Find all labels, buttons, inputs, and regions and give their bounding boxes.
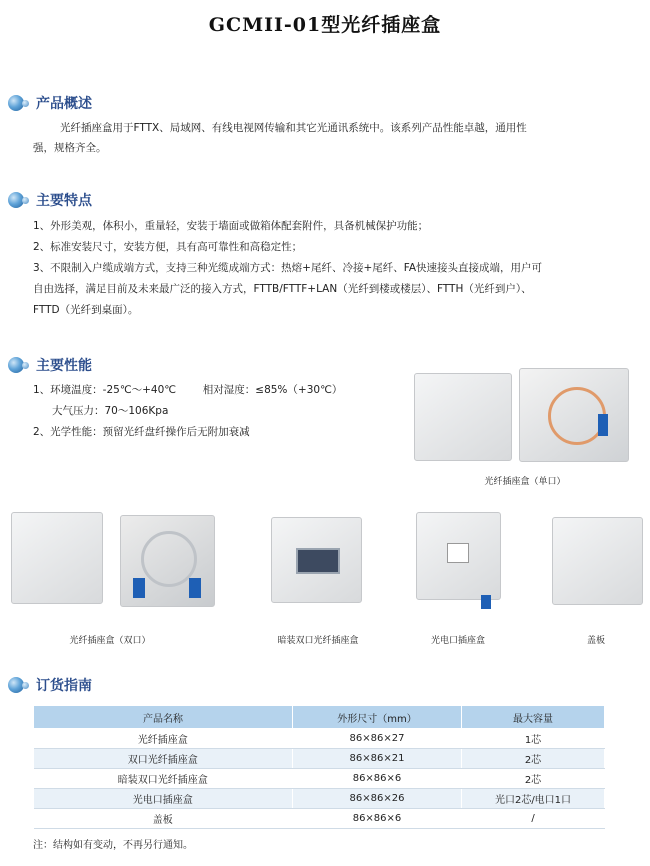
caption-optoelectric: 光电口插座盒 xyxy=(430,636,485,646)
table-cell: 2芯 xyxy=(462,769,605,789)
section-order-header xyxy=(8,675,92,695)
table-cell: 86×86×6 xyxy=(293,769,462,789)
order-table xyxy=(33,705,605,829)
single-port-box-open-image xyxy=(519,368,629,462)
sc-adapter-icon xyxy=(481,595,491,609)
table-row xyxy=(34,729,605,749)
column-header: 产品名称 xyxy=(34,706,293,729)
optoelectric-box-image xyxy=(416,512,501,600)
section-performance-header xyxy=(8,355,92,375)
section-title: 主要特点 xyxy=(36,193,92,209)
caption-cover: 盖板 xyxy=(586,636,605,646)
feature-line: FTTD（光纤到桌面）。 xyxy=(33,304,139,316)
table-row xyxy=(34,809,605,829)
table-cell: 双口光纤插座盒 xyxy=(34,749,293,769)
bullet-icon xyxy=(8,677,24,693)
feature-line: 3、不限制入户缆成端方式，支持三种光缆成端方式：热熔+尾纤、冷接+尾纤、FA快速接头直接成端，用户可 xyxy=(33,262,543,274)
table-cell: 86×86×6 xyxy=(293,809,462,829)
section-overview-header xyxy=(8,93,92,113)
cover-plate-image xyxy=(552,517,643,605)
sc-adapter-icon xyxy=(598,414,608,436)
bullet-icon xyxy=(8,192,24,208)
caption-single: 光纤插座盒（单口） xyxy=(484,477,566,487)
sc-adapter-icon xyxy=(189,578,201,598)
feature-line: 2、标准安装尺寸，安装方便，具有高可靠性和高稳定性； xyxy=(33,241,303,253)
rj45-port-icon xyxy=(447,543,469,563)
table-row xyxy=(34,749,605,769)
sc-adapter-icon xyxy=(133,578,145,598)
table-row xyxy=(34,789,605,809)
performance-line: 2、光学性能：预留光纤盘纤操作后无附加衰减 xyxy=(33,426,250,438)
table-cell: / xyxy=(462,809,605,829)
table-cell: 86×86×26 xyxy=(293,789,462,809)
table-cell: 86×86×27 xyxy=(293,729,462,749)
section-features-header xyxy=(8,190,92,210)
single-port-box-image xyxy=(414,373,512,461)
performance-line: 大气压力：70～106Kpa xyxy=(52,405,169,417)
table-cell: 光口2芯/电口1口 xyxy=(462,789,605,809)
feature-line: 1、外形美观，体积小，重量轻，安装于墙面或做箱体配套附件，具备机械保护功能； xyxy=(33,220,429,232)
port-icon xyxy=(296,548,340,574)
feature-line: 自由选择，满足目前及未来最广泛的接入方式，FTTB/FTTF+LAN（光纤到楼或楼层）、FTTH（光纤到户）、 xyxy=(33,283,532,295)
bullet-icon xyxy=(8,357,24,373)
bullet-icon xyxy=(8,95,24,111)
section-title: 主要性能 xyxy=(36,358,92,374)
section-title: 产品概述 xyxy=(36,96,92,112)
column-header: 最大容量 xyxy=(462,706,605,729)
column-header: 外形尺寸（mm） xyxy=(293,706,462,729)
overview-line-2: 强，规格齐全。 xyxy=(33,142,107,154)
table-cell: 光纤插座盒 xyxy=(34,729,293,749)
table-cell: 2芯 xyxy=(462,749,605,769)
footnote: 注：结构如有变动，不再另行通知。 xyxy=(33,840,193,851)
dual-port-box-open-image xyxy=(120,515,215,607)
table-cell: 86×86×21 xyxy=(293,749,462,769)
section-title: 订货指南 xyxy=(36,678,92,694)
table-cell: 1芯 xyxy=(462,729,605,749)
caption-dual: 光纤插座盒（双口） xyxy=(69,636,151,646)
table-cell: 盖板 xyxy=(34,809,293,829)
performance-line: 1、环境温度：-25℃～+40℃ 相对湿度：≤85%（+30℃） xyxy=(33,384,343,396)
page-title: GCMII-01型光纤插座盒 xyxy=(208,14,442,36)
table-cell: 暗装双口光纤插座盒 xyxy=(34,769,293,789)
overview-line-1: 光纤插座盒用于FTTX、局域网、有线电视网传输和其它光通讯系统中。该系列产品性能卓越，通用性 xyxy=(60,122,527,134)
table-cell: 光电口插座盒 xyxy=(34,789,293,809)
dual-port-box-image xyxy=(11,512,103,604)
table-row xyxy=(34,769,605,789)
caption-concealed: 暗装双口光纤插座盒 xyxy=(277,636,359,646)
concealed-box-image xyxy=(271,517,362,603)
